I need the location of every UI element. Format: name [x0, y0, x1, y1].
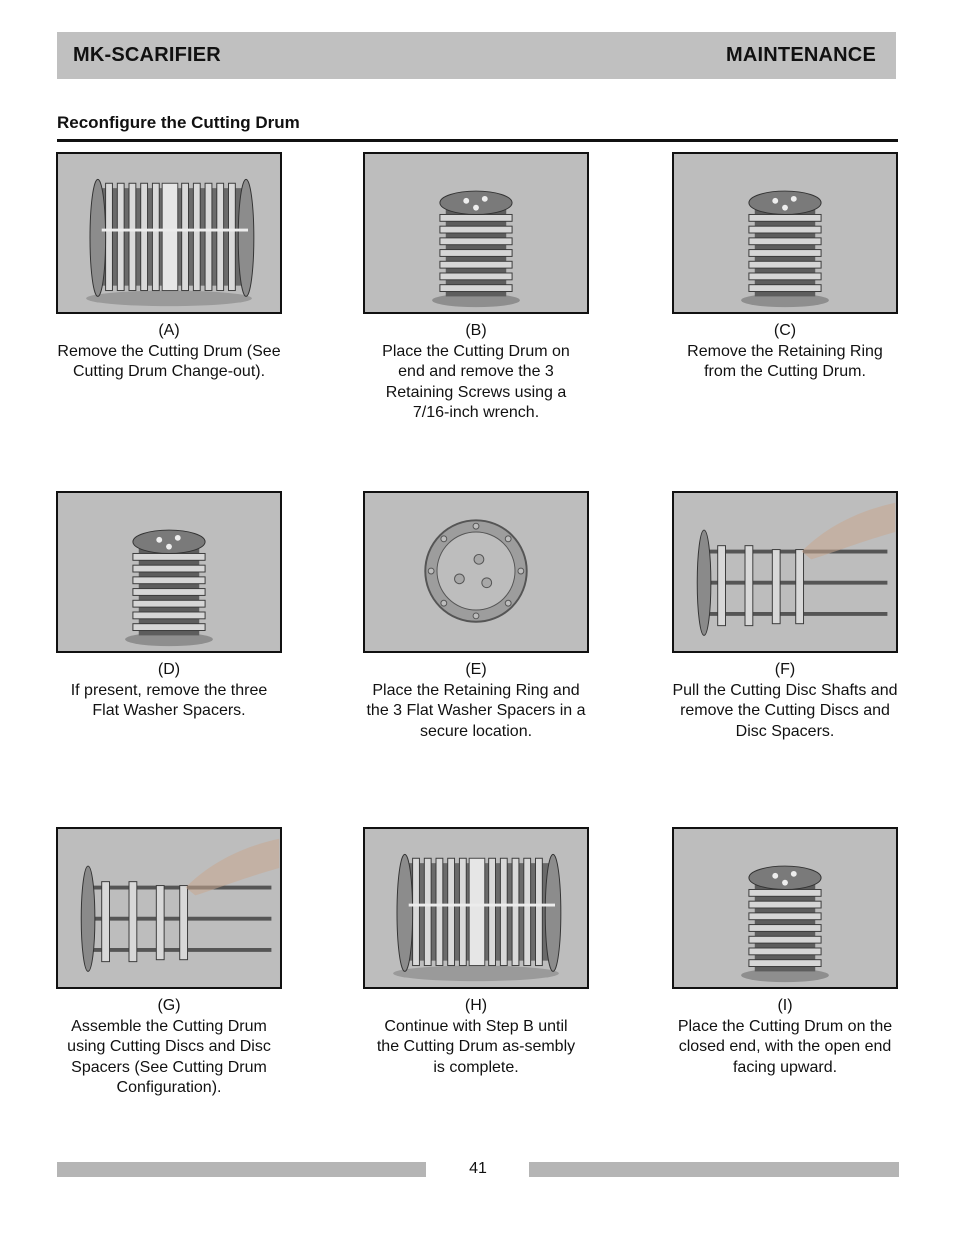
step-f-photo: [672, 491, 898, 653]
step-text: Place the Cutting Drum on end and remove the 3 Retaining Screws using a 7/16-inch wrench.: [382, 342, 570, 421]
step-b-photo: [363, 152, 589, 314]
step-e-caption: [356, 660, 596, 742]
step-label: (B): [465, 322, 487, 339]
step-e-photo: [363, 491, 589, 653]
step-text: Remove the Cutting Drum (See Cutting Drum Change-out).: [57, 342, 281, 380]
step-c-photo: [672, 152, 898, 314]
step-f-caption: [665, 660, 905, 742]
step-d-caption: [49, 660, 289, 722]
step-label: (F): [774, 661, 796, 678]
step-h-caption: [356, 996, 596, 1078]
footer-bar-right: [529, 1162, 899, 1177]
step-text: Pull the Cutting Disc Shafts and remove the Cutting Discs and Disc Spacers.: [672, 681, 898, 740]
section-divider: [57, 139, 898, 142]
step-i-caption: [665, 996, 905, 1078]
page-number: 41: [469, 1160, 487, 1177]
step-a-caption: [49, 321, 289, 383]
step-g-caption: [49, 996, 289, 1099]
header-title-right: MAINTENANCE: [726, 44, 876, 66]
step-text: Place the Cutting Drum on the closed end, with the open end facing upward.: [677, 1017, 893, 1076]
step-text: Remove the Retaining Ring from the Cutting Drum.: [687, 342, 883, 380]
step-label: (D): [157, 661, 181, 678]
step-label: (I): [777, 997, 793, 1014]
footer-bar-left: [57, 1162, 426, 1177]
page-header: [57, 32, 896, 79]
step-label: (E): [465, 661, 487, 678]
step-label: (C): [773, 322, 797, 339]
step-label: (H): [464, 997, 488, 1014]
step-d-photo: [56, 491, 282, 653]
step-c-caption: [665, 321, 905, 383]
step-g-photo: [56, 827, 282, 989]
step-i-photo: [672, 827, 898, 989]
step-text: Place the Retaining Ring and the 3 Flat Washer Spacers in a secure location.: [366, 681, 586, 740]
step-b-caption: [356, 321, 596, 424]
section-title: Reconfigure the Cutting Drum: [57, 113, 300, 132]
step-h-photo: [363, 827, 589, 989]
step-a-photo: [56, 152, 282, 314]
step-text: If present, remove the three Flat Washer Spacers.: [70, 681, 268, 719]
step-text: Continue with Step B until the Cutting Drum as-sembly is complete.: [376, 1017, 576, 1076]
step-text: Assemble the Cutting Drum using Cutting Discs and Disc Spacers (See Cutting Drum Configuration).: [67, 1017, 271, 1096]
header-title-left: MK-SCARIFIER: [73, 44, 221, 66]
step-label: (G): [157, 997, 181, 1014]
step-label: (A): [158, 322, 180, 339]
